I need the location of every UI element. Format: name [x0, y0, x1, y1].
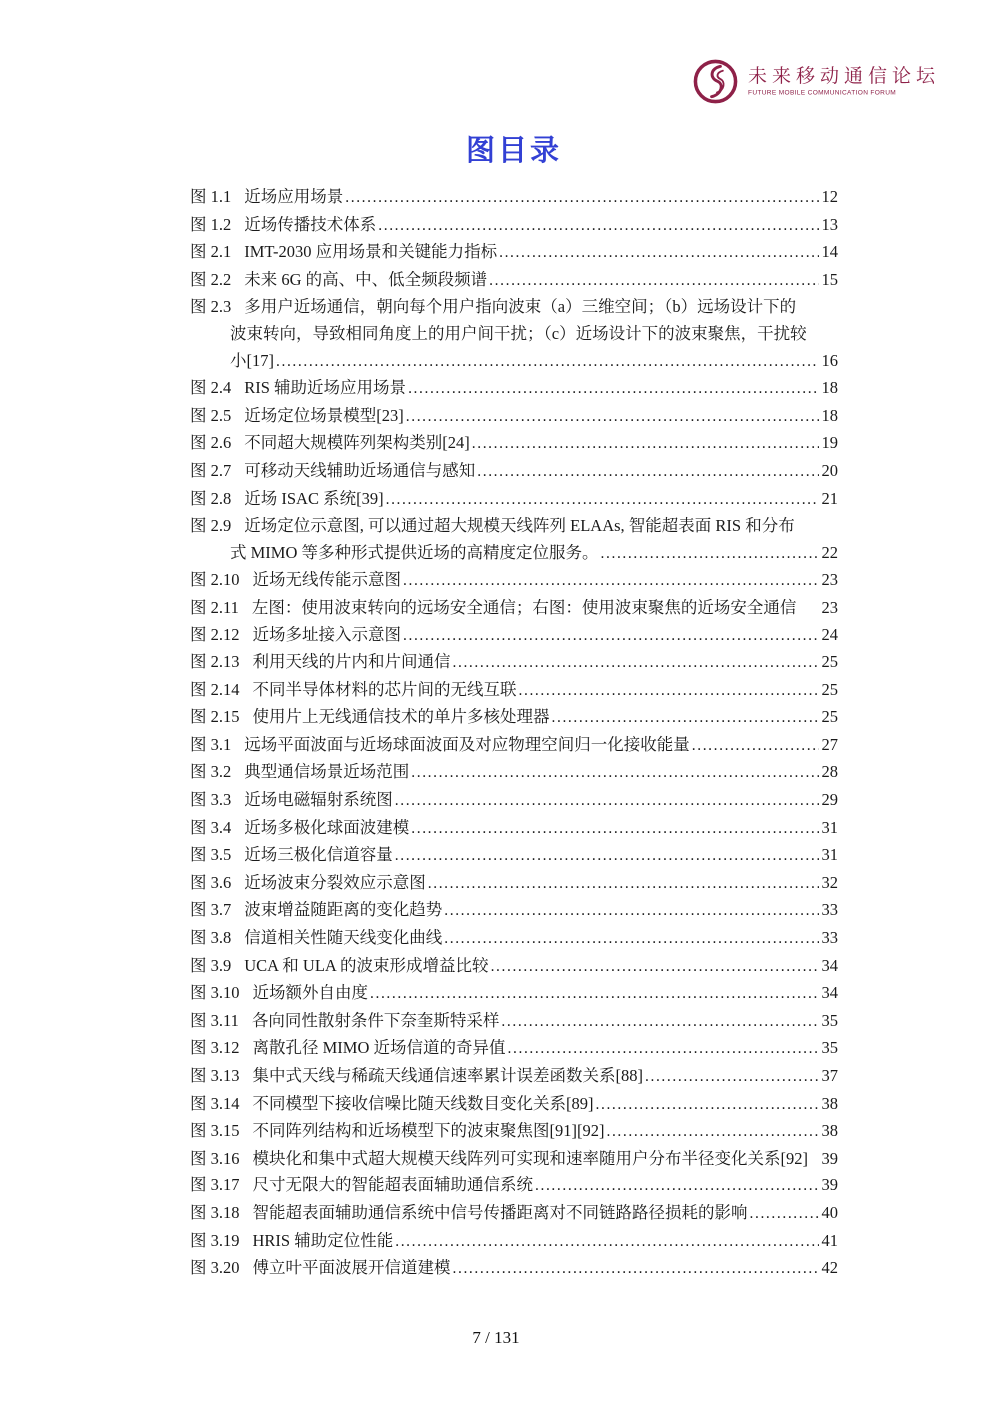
entry-title: 尺寸无限大的智能超表面辅助通信系统 — [252, 1175, 533, 1195]
toc-entry[interactable] — [190, 595, 838, 622]
leader-dots — [596, 1091, 819, 1119]
entry-title: UCA 和 ULA 的波束形成增益比较 — [244, 955, 489, 975]
entry-label: 图 2.10 — [190, 570, 240, 590]
entry-page-number: 38 — [821, 1093, 838, 1113]
entry-text-line — [190, 1008, 838, 1036]
entry-page-number: 25 — [821, 707, 838, 727]
leader-dots — [508, 1035, 819, 1063]
entry-page-number: 29 — [821, 790, 838, 810]
entry-page-number: 33 — [821, 928, 838, 948]
entry-page-number: 25 — [821, 652, 838, 672]
entry-label: 图 3.18 — [190, 1202, 240, 1222]
entry-text-line — [190, 842, 838, 870]
forum-logo — [692, 58, 940, 105]
toc-entry[interactable] — [190, 430, 838, 458]
entry-text-line — [190, 1255, 838, 1283]
leader-dots — [519, 677, 819, 705]
leader-dots — [395, 787, 819, 815]
entry-label: 图 3.2 — [190, 762, 232, 782]
entry-text-line — [190, 458, 838, 486]
leader-dots — [403, 622, 819, 650]
leader-dots — [276, 348, 819, 376]
toc-entry[interactable] — [190, 622, 838, 650]
toc-entry[interactable] — [190, 649, 838, 677]
entry-page-number: 16 — [821, 350, 838, 370]
entry-text-line — [190, 321, 838, 348]
entry-page-number: 35 — [821, 1010, 838, 1030]
entry-text-line — [190, 953, 838, 981]
leader-dots — [645, 1063, 819, 1091]
entry-page-number: 41 — [821, 1230, 838, 1250]
toc-entry[interactable] — [190, 1255, 838, 1283]
entry-label: 图 3.13 — [190, 1066, 240, 1085]
entry-title: HRIS 辅助定位性能 — [252, 1230, 394, 1250]
entry-page-number: 12 — [821, 187, 838, 206]
entry-label: 图 3.10 — [190, 983, 240, 1003]
entry-label: 图 3.1 — [190, 734, 232, 754]
entry-label: 图 2.7 — [190, 460, 232, 480]
leader-dots — [411, 759, 818, 787]
entry-text-line — [190, 1200, 838, 1228]
entry-page-number: 39 — [821, 1175, 838, 1195]
entry-label: 图 3.15 — [190, 1121, 240, 1141]
toc-entry[interactable] — [190, 375, 838, 403]
entry-label: 图 3.4 — [190, 817, 232, 837]
entry-page-number: 38 — [821, 1121, 838, 1141]
leader-dots — [477, 458, 818, 486]
entry-label: 图 3.9 — [190, 955, 232, 975]
leader-dots — [444, 925, 818, 953]
entry-text-line — [190, 595, 838, 622]
entry-text-line — [190, 759, 838, 787]
page-number-footer: 7 / 131 — [472, 1328, 520, 1347]
entry-label: 图 2.8 — [190, 488, 232, 508]
leader-dots — [378, 212, 818, 240]
toc-entry[interactable] — [190, 212, 838, 240]
entry-label: 图 1.2 — [190, 214, 232, 234]
entry-title: 典型通信场景近场范围 — [244, 762, 410, 782]
leader-dots — [499, 239, 818, 267]
page-title: 图目录 — [465, 133, 562, 167]
entry-title: 近场定位示意图, 可以通过超大规模天线阵列 ELAAs, 智能超表面 RIS 和分布 — [244, 516, 795, 536]
entry-text-line — [190, 1172, 838, 1200]
forum-logo-cn-text: 未来移动通信论坛 — [747, 65, 940, 88]
leader-dots — [428, 870, 819, 898]
entry-title: 远场平面波面与近场球面波面及对应物理空间归一化接收能量 — [244, 734, 690, 754]
leader-dots — [750, 1200, 819, 1228]
entry-text-line — [190, 677, 838, 705]
entry-page-number: 18 — [821, 378, 838, 398]
entry-title: 近场 ISAC 系统[39] — [244, 488, 384, 508]
entry-title: 近场传播技术体系 — [244, 214, 377, 234]
entry-page-number: 42 — [821, 1258, 838, 1278]
entry-label: 图 3.5 — [190, 845, 232, 865]
toc-entry[interactable] — [190, 403, 838, 431]
entry-title: IMT-2030 应用场景和关键能力指标 — [244, 242, 498, 262]
entry-page-number: 27 — [821, 734, 838, 754]
entry-text-line — [190, 870, 838, 898]
toc-entry[interactable] — [190, 267, 838, 295]
leader-dots — [453, 649, 819, 677]
entry-title: 近场三极化信道容量 — [244, 845, 393, 865]
entry-text-line — [190, 294, 838, 321]
leader-dots — [606, 1118, 818, 1146]
entry-title: 信道相关性随天线变化曲线 — [244, 928, 443, 948]
entry-text-line — [190, 980, 838, 1008]
entry-label: 图 3.14 — [190, 1093, 240, 1113]
entry-label: 图 2.14 — [190, 679, 240, 699]
entry-title: 近场无线传能示意图 — [252, 570, 401, 590]
entry-label: 图 1.1 — [190, 187, 232, 206]
toc-entry[interactable] — [190, 184, 838, 212]
entry-page-number: 15 — [821, 269, 838, 289]
toc-entry[interactable] — [190, 294, 838, 375]
leader-dots — [501, 1008, 818, 1036]
entry-title: 集中式天线与稀疏天线通信速率累计误差函数关系[88] — [252, 1066, 643, 1085]
toc-entry[interactable] — [190, 677, 838, 705]
toc-entry[interactable] — [190, 1172, 838, 1200]
entry-title: 不同阵列结构和近场模型下的波束聚焦图[91][92] — [252, 1121, 605, 1141]
entry-page-number: 19 — [821, 433, 838, 453]
entry-page-number: 13 — [821, 214, 838, 234]
toc-entry[interactable] — [190, 1063, 838, 1091]
leader-dots — [601, 540, 819, 568]
entry-page-number: 18 — [821, 405, 838, 425]
entry-text-line — [190, 513, 838, 540]
entry-text-line — [190, 622, 838, 650]
entry-label: 图 3.17 — [190, 1175, 240, 1195]
entry-text-line — [190, 430, 838, 458]
toc-entry[interactable] — [190, 1146, 838, 1173]
entry-text-line — [190, 267, 838, 295]
toc-entry[interactable] — [190, 1091, 838, 1119]
leader-dots — [552, 704, 819, 732]
entry-label: 图 3.7 — [190, 900, 232, 920]
entry-text-line — [190, 375, 838, 403]
entry-text-line — [190, 732, 838, 760]
entry-label: 图 2.15 — [190, 707, 240, 727]
leader-dots — [395, 842, 819, 870]
entry-label: 图 3.11 — [190, 1010, 239, 1030]
entry-page-number: 40 — [821, 1202, 838, 1222]
toc-entry[interactable] — [190, 925, 838, 953]
entry-title: 式 MIMO 等多种形式提供近场的高精度定位服务。 — [230, 542, 599, 562]
toc-entry[interactable] — [190, 870, 838, 898]
entry-title: 各向同性散射条件下奈奎斯特采样 — [251, 1010, 500, 1030]
entry-text-line — [190, 540, 838, 568]
entry-title: 不同模型下接收信噪比随天线数目变化关系[89] — [252, 1093, 594, 1113]
entry-title: 近场额外自由度 — [252, 983, 368, 1003]
entry-label: 图 3.20 — [190, 1258, 240, 1278]
leader-dots — [406, 403, 819, 431]
entry-title: 不同超大规模阵列架构类别[24] — [244, 433, 470, 453]
entry-label: 图 2.4 — [190, 378, 232, 398]
entry-title: 傅立叶平面波展开信道建模 — [252, 1258, 451, 1278]
entry-title: 近场电磁辐射系统图 — [244, 790, 393, 810]
entry-title: 波束转向，导致相同角度上的用户间干扰；（c）近场设计下的波束聚焦，干扰较 — [230, 323, 807, 343]
entry-text-line — [190, 649, 838, 677]
leader-dots — [453, 1255, 819, 1283]
entry-title: 离散孔径 MIMO 近场信道的奇异值 — [252, 1038, 506, 1058]
entry-title: 多用户近场通信，朝向每个用户指向波束（a）三维空间；（b）远场设计下的 — [244, 297, 797, 317]
entry-label: 图 2.2 — [190, 269, 232, 289]
toc-entry[interactable] — [190, 1200, 838, 1228]
entry-page-number: 14 — [821, 242, 838, 262]
entry-title: 使用片上无线通信技术的单片多核处理器 — [252, 707, 550, 727]
entry-text-line — [190, 1091, 838, 1119]
toc-entry[interactable] — [190, 1228, 838, 1256]
entry-text-line — [190, 567, 838, 595]
entry-page-number: 25 — [821, 679, 838, 699]
entry-title: 智能超表面辅助通信系统中信号传播距离对不同链路路径损耗的影响 — [252, 1202, 748, 1222]
entry-text-line — [190, 1146, 838, 1173]
entry-page-number: 37 — [821, 1066, 838, 1085]
toc-entry[interactable] — [190, 1118, 838, 1146]
entry-text-line — [190, 787, 838, 815]
entry-label: 图 2.1 — [190, 242, 232, 262]
entry-text-line — [190, 815, 838, 843]
entry-label: 图 3.19 — [190, 1230, 240, 1250]
entry-title: 波束增益随距离的变化趋势 — [244, 900, 443, 920]
entry-page-number: 20 — [821, 460, 838, 480]
toc-entry[interactable] — [190, 732, 838, 760]
entry-page-number: 31 — [821, 845, 838, 865]
toc-entry[interactable] — [190, 1035, 838, 1063]
entry-page-number: 33 — [821, 900, 838, 920]
entry-text-line — [190, 486, 838, 514]
toc-entry[interactable] — [190, 759, 838, 787]
entry-label: 图 2.9 — [190, 516, 232, 536]
entry-page-number: 31 — [821, 817, 838, 837]
leader-dots — [345, 184, 818, 212]
entry-page-number: 28 — [821, 762, 838, 782]
entry-page-number: 23 — [821, 597, 838, 617]
entry-title: 小[17] — [230, 350, 274, 370]
entry-title: 近场波束分裂效应示意图 — [244, 872, 426, 892]
figure-toc-list — [190, 184, 838, 1283]
entry-title: 未来 6G 的高、中、低全频段频谱 — [244, 269, 488, 289]
toc-entry[interactable] — [190, 897, 838, 925]
leader-dots — [444, 897, 818, 925]
entry-page-number: 32 — [821, 872, 838, 892]
entry-label: 图 3.12 — [190, 1038, 240, 1058]
entry-page-number: 23 — [821, 570, 838, 590]
entry-label: 图 3.16 — [190, 1148, 240, 1168]
leader-dots — [489, 267, 818, 295]
toc-entry[interactable] — [190, 1008, 838, 1036]
toc-entry[interactable] — [190, 513, 838, 567]
entry-title: RIS 辅助近场应用场景 — [244, 378, 407, 398]
toc-entry[interactable] — [190, 458, 838, 486]
entry-label: 图 2.5 — [190, 405, 232, 425]
entry-label: 图 2.6 — [190, 433, 232, 453]
toc-entry[interactable] — [190, 239, 838, 267]
toc-entry[interactable] — [190, 486, 838, 514]
leader-dots — [395, 1228, 818, 1256]
entry-text-line — [190, 704, 838, 732]
entry-title: 近场多址接入示意图 — [252, 624, 401, 644]
entry-title: 模块化和集中式超大规模天线阵列可实现和速率随用户分布半径变化关系[92] — [252, 1148, 808, 1168]
leader-dots — [535, 1172, 819, 1200]
entry-label: 图 3.6 — [190, 872, 232, 892]
entry-page-number: 39 — [821, 1148, 838, 1168]
page-content — [190, 128, 838, 1283]
entry-page-number: 22 — [821, 542, 838, 562]
leader-dots — [491, 953, 819, 981]
toc-entry[interactable] — [190, 953, 838, 981]
leader-dots — [472, 430, 819, 458]
entry-label: 图 2.11 — [190, 597, 239, 617]
entry-text-line — [190, 348, 838, 376]
entry-text-line — [190, 403, 838, 431]
entry-text-line — [190, 925, 838, 953]
toc-entry[interactable] — [190, 815, 838, 843]
leader-dots — [403, 567, 819, 595]
entry-text-line — [190, 1035, 838, 1063]
entry-page-number: 34 — [821, 983, 838, 1003]
entry-page-number: 34 — [821, 955, 838, 975]
entry-text-line — [190, 1228, 838, 1256]
leader-dots — [408, 375, 818, 403]
entry-text-line — [190, 212, 838, 240]
leader-dots — [386, 486, 819, 514]
entry-title: 近场定位场景模型[23] — [244, 405, 404, 425]
forum-logo-en-text: FUTURE MOBILE COMMUNICATION FORUM — [747, 88, 897, 97]
toc-entry[interactable] — [190, 787, 838, 815]
entry-title: 左图：使用波束转向的远场安全通信；右图：使用波束聚焦的近场安全通信 — [251, 597, 797, 617]
entry-label: 图 3.8 — [190, 928, 232, 948]
entry-page-number: 24 — [821, 624, 838, 644]
forum-logo-icon — [692, 58, 739, 105]
toc-entry[interactable] — [190, 842, 838, 870]
entry-title: 可移动天线辅助近场通信与感知 — [244, 460, 476, 480]
entry-title: 近场多极化球面波建模 — [244, 817, 410, 837]
entry-text-line — [190, 239, 838, 267]
leader-dots — [692, 732, 819, 760]
entry-text-line — [190, 897, 838, 925]
entry-text-line — [190, 184, 838, 212]
toc-entry[interactable] — [190, 980, 838, 1008]
entry-label: 图 3.3 — [190, 790, 232, 810]
entry-label: 图 2.13 — [190, 652, 240, 672]
entry-page-number: 21 — [821, 488, 838, 508]
entry-title: 不同半导体材料的芯片间的无线互联 — [252, 679, 517, 699]
leader-dots — [411, 815, 818, 843]
entry-label: 图 2.3 — [190, 297, 232, 317]
entry-page-number: 35 — [821, 1038, 838, 1058]
entry-text-line — [190, 1063, 838, 1091]
entry-title: 利用天线的片内和片间通信 — [252, 652, 451, 672]
entry-label: 图 2.12 — [190, 624, 240, 644]
entry-text-line — [190, 1118, 838, 1146]
toc-entry[interactable] — [190, 567, 838, 595]
entry-title: 近场应用场景 — [244, 187, 344, 206]
leader-dots — [370, 980, 819, 1008]
toc-entry[interactable] — [190, 704, 838, 732]
